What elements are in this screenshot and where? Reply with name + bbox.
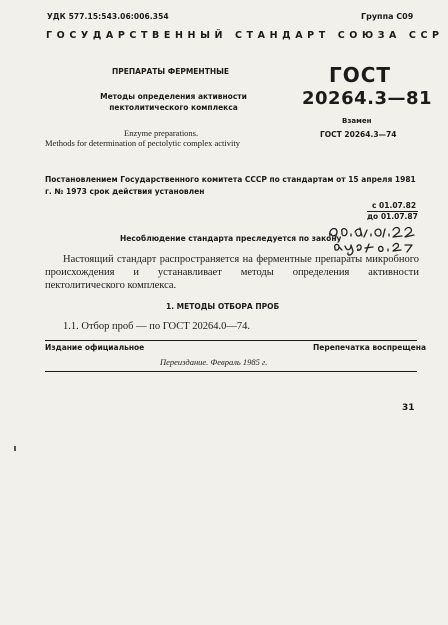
page-number: 31	[402, 403, 415, 413]
item-1-1: 1.1. Отбор проб — по ГОСТ 20264.0—74.	[63, 321, 251, 332]
reissue-note: Переиздание. Февраль 1985 г.	[160, 357, 268, 367]
valid-to-date: до 01.07.87	[367, 212, 418, 221]
official-edition-label: Издание официальное	[45, 343, 145, 352]
replaces-gost: ГОСТ 20264.3—74	[320, 130, 397, 139]
methods-line-2: пектолитического комплекса	[109, 103, 238, 112]
intro-paragraph: Настоящий стандарт распространяется на ферментные препараты микробного происхождения и устанавливает методы определения активности пектолитического комплекса.	[45, 254, 419, 291]
standard-banner: ГОСУДАРСТВЕННЫЙ СТАНДАРТ СОЮЗА ССР	[46, 30, 444, 41]
udk-code: УДК 577.15:543.06:006.354	[47, 12, 169, 21]
methods-subtitle	[96, 91, 251, 113]
document-title: ПРЕПАРАТЫ ФЕРМЕНТНЫЕ	[112, 67, 229, 76]
english-title-line-1: Enzyme preparations.	[124, 128, 199, 138]
footer-divider-bottom	[45, 371, 417, 372]
gost-label: ГОСТ	[329, 63, 392, 87]
english-title-line-2: Methods for determination of pectolytic complex activity	[45, 138, 240, 148]
gost-number: 20264.3—81	[302, 88, 433, 109]
scan-mark	[14, 446, 16, 451]
resolution-text: Постановлением Государственного комитета СССР по стандартам от 15 апреля 1981 г. № 1973 срок действия установлен	[45, 175, 416, 196]
methods-line-1: Методы определения активности	[100, 92, 247, 101]
noncompliance-notice: Несоблюдение стандарта преследуется по закону	[120, 234, 342, 243]
footer-divider	[45, 340, 417, 341]
valid-from-date: с 01.07.82	[372, 201, 417, 210]
reprint-prohibited-label: Перепечатка воспрещена	[313, 343, 427, 352]
group-code: Группа С09	[361, 12, 414, 21]
replaces-label: Взамен	[342, 117, 372, 125]
section-title: 1. МЕТОДЫ ОТБОРА ПРОБ	[166, 302, 280, 311]
